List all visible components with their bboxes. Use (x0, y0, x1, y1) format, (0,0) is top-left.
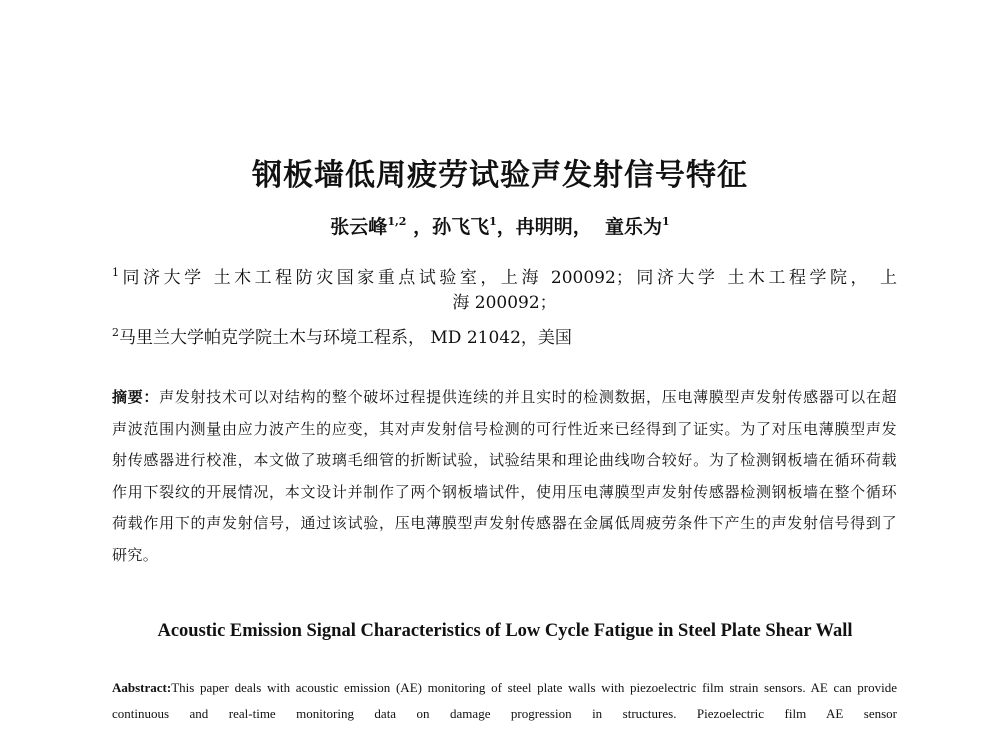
affiliation-2-text: 马里兰大学帕克学院土木与环境工程系， MD 21042，美国 (119, 328, 572, 348)
abstract-cn-text: 声发射技术可以对结构的整个破坏过程提供连续的并且实时的检测数据，压电薄膜型声发射传感器可以在超声波范围内测量由应力波产生的应变，其对声发射信号检测的可行性近来已经得到了证实。为了对压电薄膜型声发射传感器进行校准，本文做了玻璃毛细管的折断试验，试验结果和理论曲线吻合较好。为了检测钢板墙在循环荷载作用下裂纹的开展情况，本文设计并制作了两个钢板墙试件，使用压电薄膜型声发射传感器检测钢板墙在整个循环荷载作用下的声发射信号，通过该试验，压电薄膜型声发射传感器在金属低周疲劳条件下产生的声发射信号得到了研究。 (112, 388, 897, 564)
abstract-en (112, 675, 897, 727)
abstract-en-text: This paper deals with acoustic emission (AE) monitoring of steel plate walls with piezoelectric film strain sensors. AE can provide continuous and real-time monitoring data on damage progression in structures. Piezoelectric film AE sensor (112, 680, 897, 721)
author-separator: ， (413, 216, 433, 238)
author-affiliation-mark: 1 (662, 215, 670, 228)
affiliation-mark: 1 (112, 266, 119, 279)
author-name: 张云峰 (330, 216, 388, 238)
affiliation-block (112, 260, 897, 351)
affiliation-1-text: 同济大学 土木工程防灾国家重点试验室，上海 200092；同济大学 土木工程学院， 上 (119, 268, 897, 288)
author-name: 童乐为 (605, 216, 663, 238)
author-affiliation-mark: 1 (489, 215, 497, 228)
affiliation-2 (112, 320, 897, 351)
abstract-cn-label: 摘要： (112, 388, 160, 406)
abstract-en-label: Aabstract: (112, 680, 172, 695)
abstract-cn (112, 382, 897, 571)
author-affiliation-mark: 1,2 (387, 215, 407, 228)
author-name: 冉明明， (515, 216, 592, 238)
affiliation-1-continued: 海 200092； (452, 293, 557, 313)
paper-title-cn: 钢板墙低周疲劳试验声发射信号特征 (252, 158, 748, 193)
author-name: 孙飞飞 (432, 216, 490, 238)
affiliation-1 (112, 260, 897, 291)
affiliation-mark: 2 (112, 326, 119, 339)
author-list (0, 207, 1000, 242)
paper-title-en: Acoustic Emission Signal Characteristics of Low Cycle Fatigue in Steel Plate Shear Wall (157, 621, 853, 641)
author-separator: ， (496, 216, 516, 238)
